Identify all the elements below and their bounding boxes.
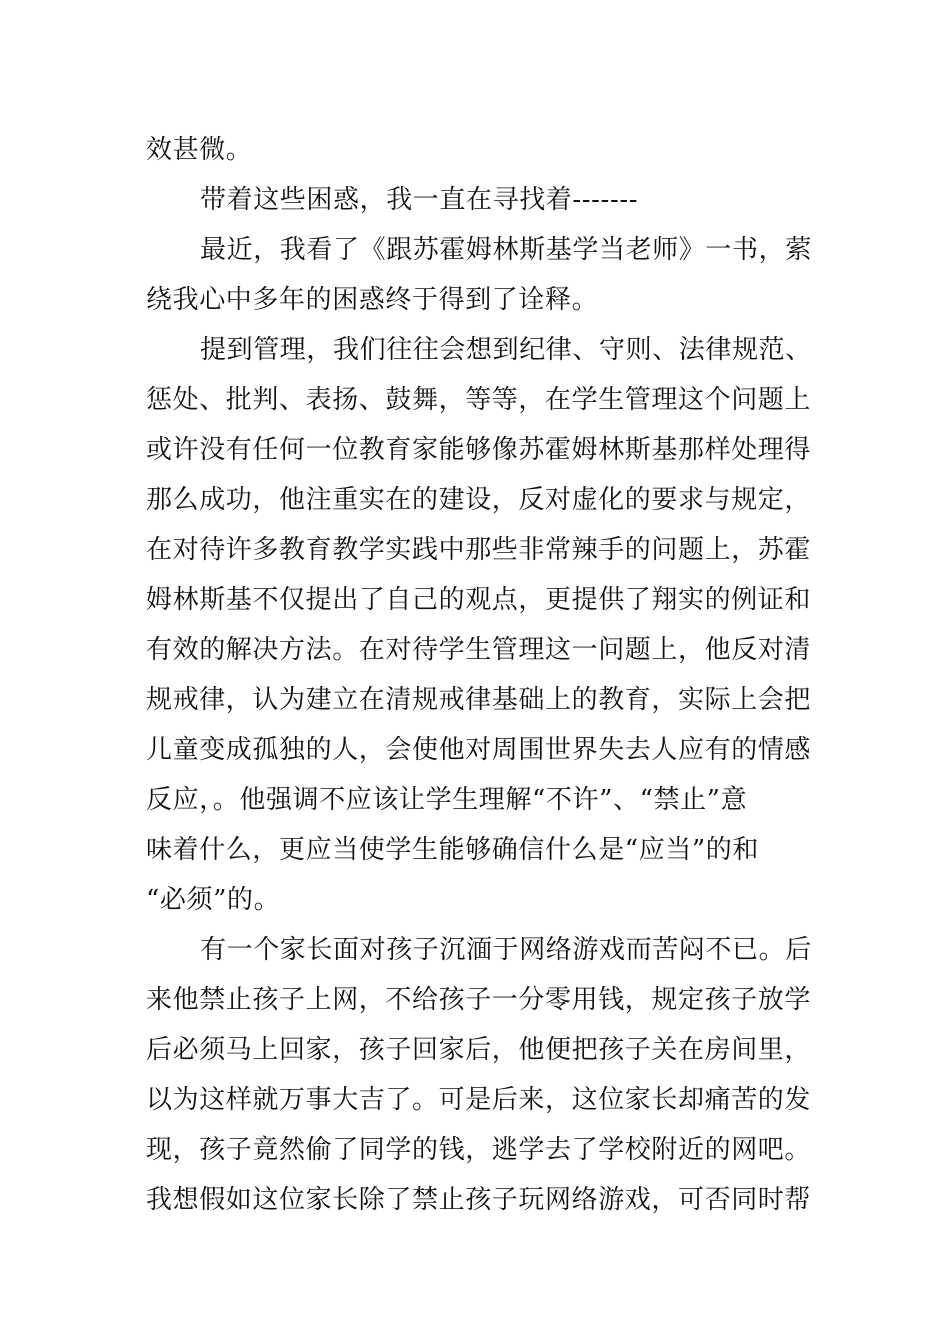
text-line-3: 最近，我看了《跟苏霍姆林斯基学当老师》一书，萦: [200, 235, 812, 265]
text-line-13: 儿童变成孤独的人，会使他对周围世界失去人应有的情感: [146, 735, 812, 765]
text-line-7: 或许没有任何一位教育家能够像苏霍姆林斯基那样处理得: [146, 435, 812, 465]
text-line-15: 味着什么，更应当使学生能够确信什么是“应当”的和: [146, 835, 759, 865]
text-line-12: 规戒律，认为建立在清规戒律基础上的教育，实际上会把: [146, 685, 812, 715]
text-line-11: 有效的解决方法。在对待学生管理这一问题上，他反对清: [146, 635, 812, 665]
text-line-6: 惩处、批判、表扬、鼓舞，等等，在学生管理这个问题上: [146, 385, 812, 415]
text-line-21: 现，孩子竟然偷了同学的钱，逃学去了学校附近的网吧。: [146, 1135, 812, 1165]
text-line-20: 以为这样就万事大吉了。可是后来，这位家长却痛苦的发: [146, 1085, 812, 1115]
text-line-5: 提到管理，我们往往会想到纪律、守则、法律规范、: [200, 335, 812, 365]
text-line-16: “必须”的。: [146, 885, 281, 915]
text-line-14: 反应，。他强调不应该让学生理解“不许”、“禁止”意: [146, 785, 748, 815]
text-line-10: 姆林斯基不仅提出了自己的观点，更提供了翔实的例证和: [146, 585, 812, 615]
text-line-22: 我想假如这位家长除了禁止孩子玩网络游戏，可否同时帮: [146, 1185, 812, 1215]
text-line-17: 有一个家长面对孩子沉湎于网络游戏而苦闷不已。后: [200, 935, 812, 965]
text-line-2: 带着这些困惑，我一直在寻找着-------: [200, 185, 639, 215]
text-line-19: 后必须马上回家，孩子回家后，他便把孩子关在房间里，: [146, 1035, 812, 1065]
text-line-18: 来他禁止孩子上网，不给孩子一分零用钱，规定孩子放学: [146, 985, 812, 1015]
text-line-4: 绕我心中多年的困惑终于得到了诠释。: [146, 285, 599, 315]
text-line-1: 效甚微。: [146, 135, 253, 165]
text-line-8: 那么成功，他注重实在的建设，反对虚化的要求与规定，: [146, 485, 812, 515]
text-line-9: 在对待许多教育教学实践中那些非常辣手的问题上，苏霍: [146, 535, 812, 565]
